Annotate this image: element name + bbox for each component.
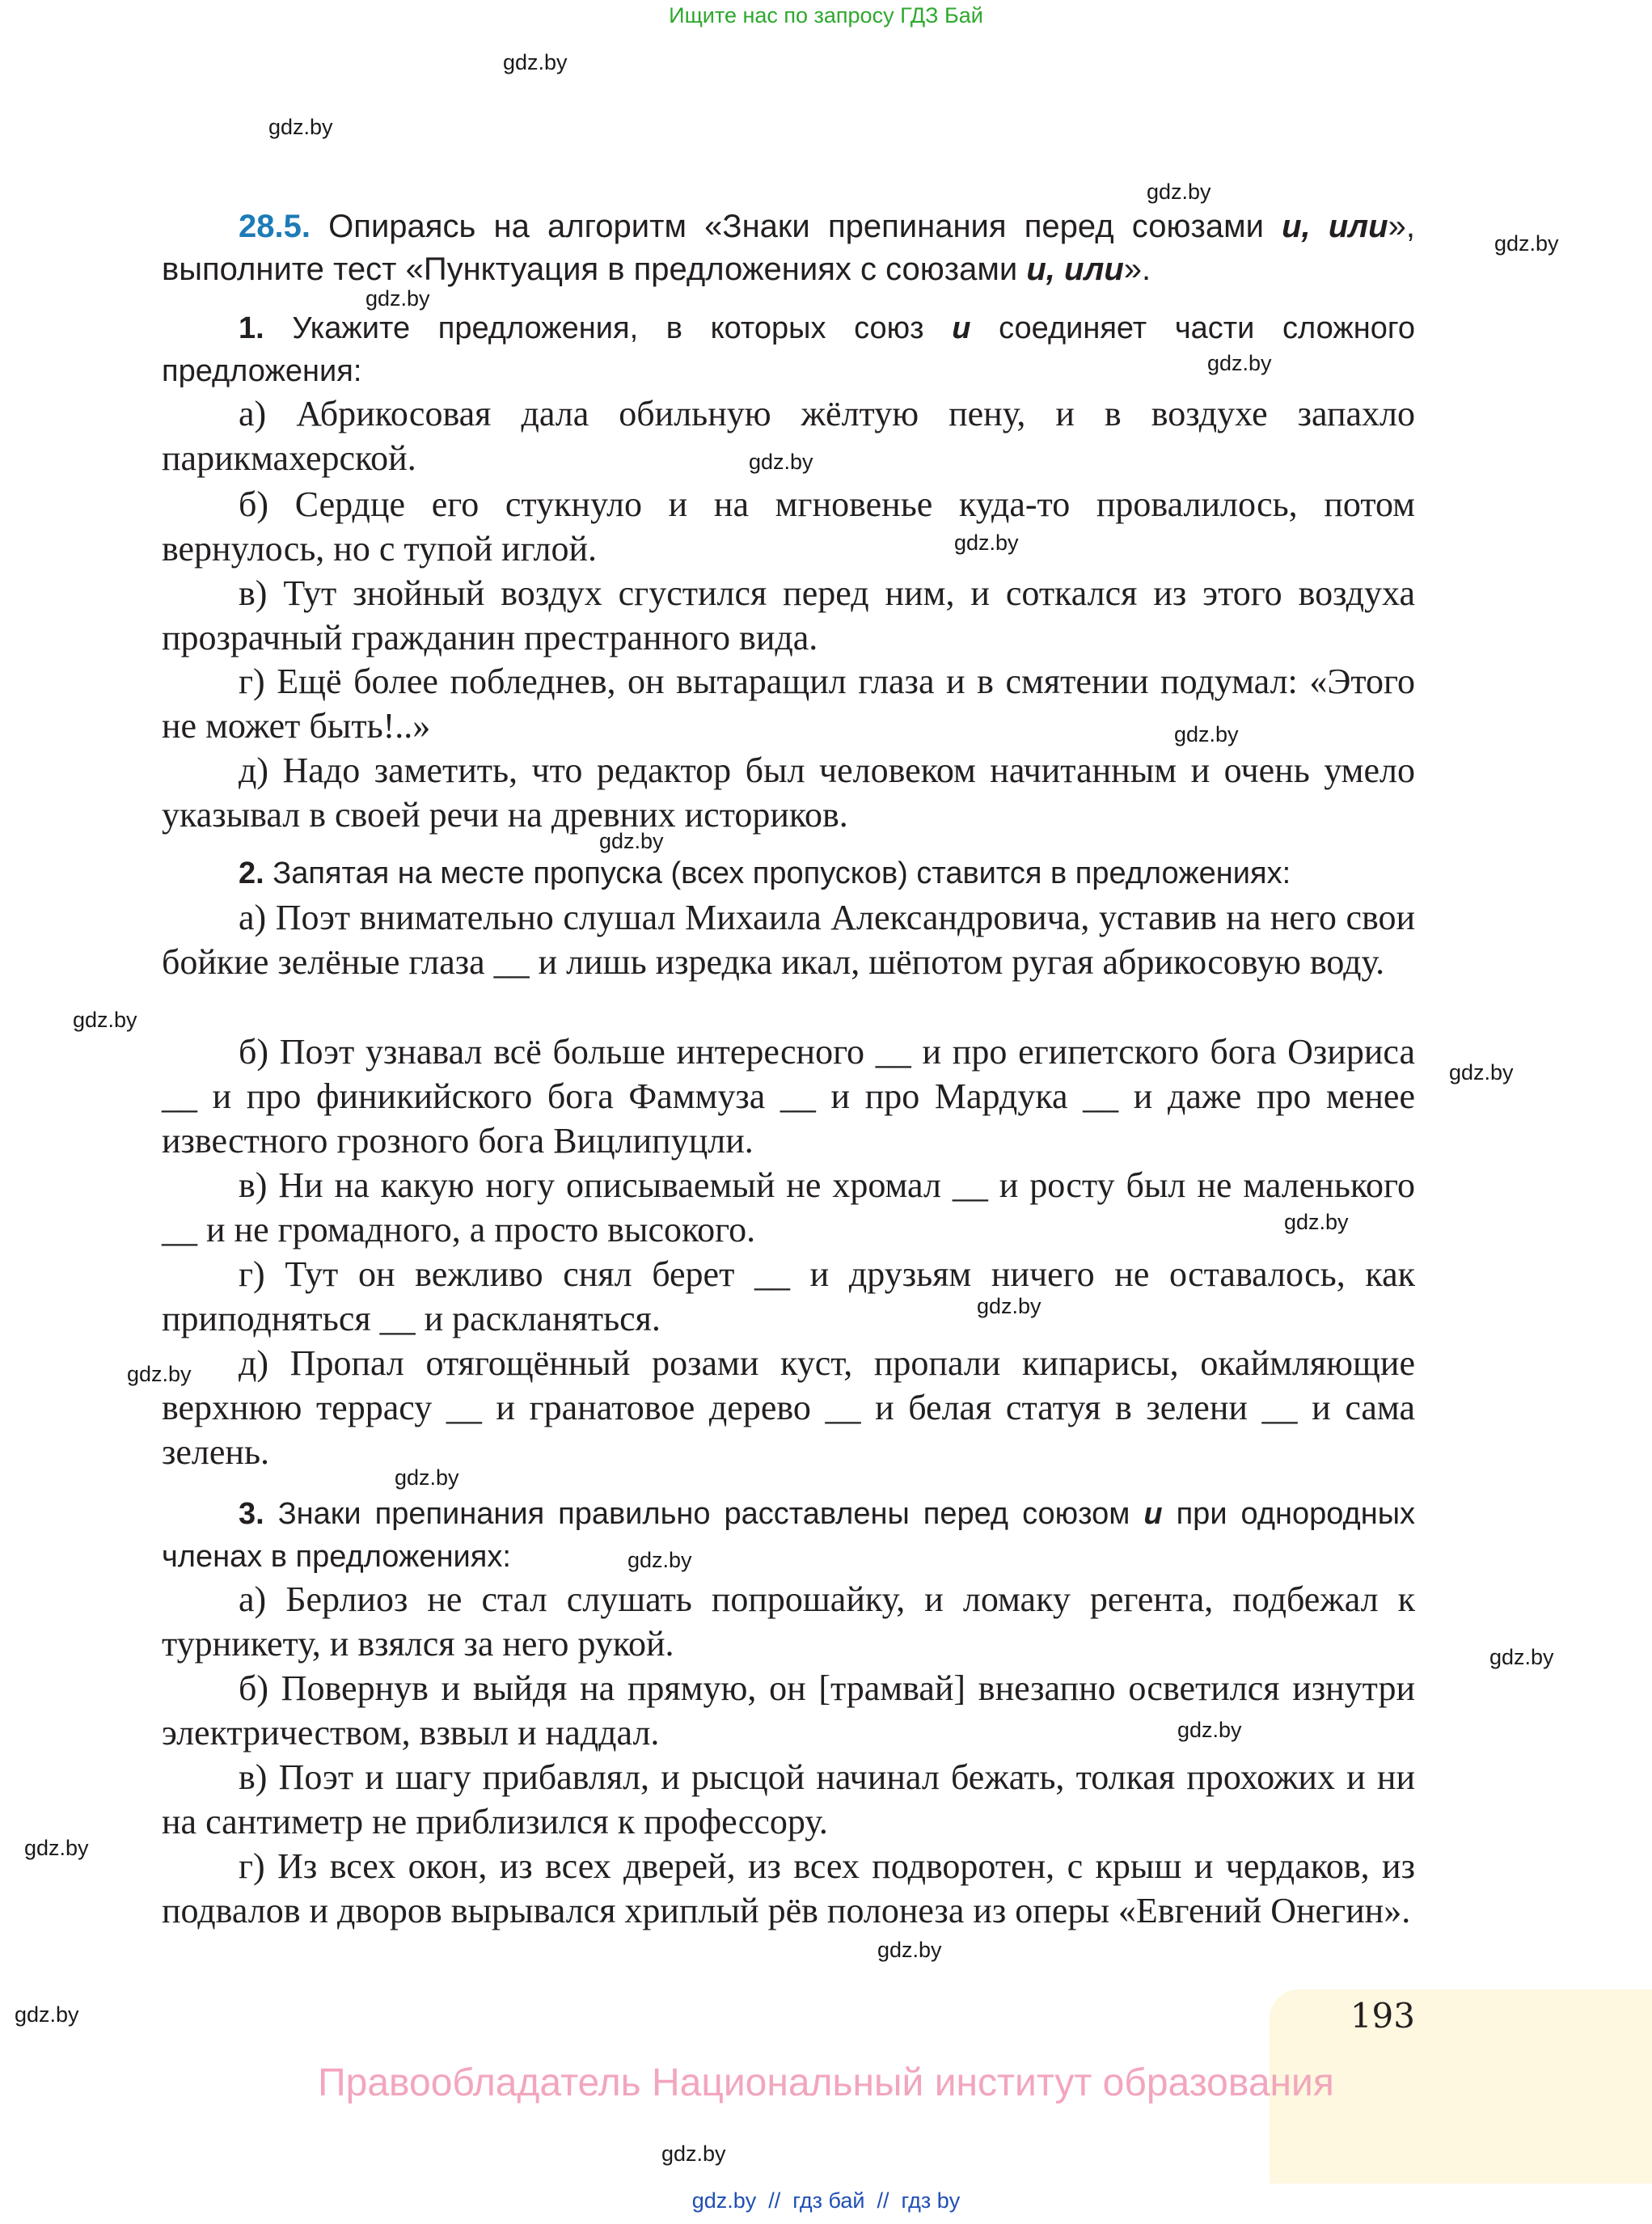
option-1d: г) Ещё более побледнев, он вытаращил глаза и в смятении подумал: «Этого не может быть!..» bbox=[162, 662, 1415, 746]
exercise-intro bbox=[162, 205, 1415, 291]
watermark: gdz.by bbox=[627, 1548, 692, 1572]
option-2a: а) Поэт внимательно слушал Михаила Александровича, уставив на него свои бойкие зелёные глаза __ и лишь изредка икал, шёпотом ругая абрикосовую воду. bbox=[162, 898, 1415, 982]
conjunctions: и, или bbox=[1026, 252, 1124, 287]
watermark: gdz.by bbox=[1489, 1645, 1554, 1669]
watermark: gdz.by bbox=[1207, 351, 1272, 375]
question-text: соединяет части сложного предложения: bbox=[162, 311, 1416, 388]
watermark: gdz.by bbox=[599, 829, 664, 853]
watermark: gdz.by bbox=[877, 1938, 942, 1962]
option-1b: б) Сердце его стукнуло и на мгновенье куда-то провалилось, потом вернулось, но с тупой иглой. bbox=[162, 484, 1415, 569]
exercise-number: 28.5. bbox=[239, 209, 311, 244]
conjunctions: и, или bbox=[1282, 209, 1388, 244]
watermark: gdz.by bbox=[1147, 180, 1211, 204]
option-2c: в) Ни на какую ногу описываемый не хромал __ и росту был не маленького __ и не громадного, а просто высокого. bbox=[162, 1165, 1415, 1249]
question-text: при однородных членах в предложениях: bbox=[162, 1497, 1416, 1574]
watermark: gdz.by bbox=[977, 1294, 1041, 1318]
watermark: gdz.by bbox=[15, 2002, 79, 2027]
watermark: gdz.by bbox=[1174, 722, 1239, 746]
option-1a: а) Абрикосовая дала обильную жёлтую пену, и в воздухе запахло парикмахерской. bbox=[162, 394, 1415, 478]
watermark: gdz.by bbox=[73, 1008, 137, 1032]
watermark: gdz.by bbox=[1284, 1210, 1349, 1234]
option-3c: в) Поэт и шагу прибавлял, и рысцой начинал бежать, толкая прохожих и ни на сантиметр не приблизился к профессору. bbox=[162, 1757, 1415, 1841]
watermark: gdz.by bbox=[24, 1836, 89, 1860]
watermark: gdz.by bbox=[1494, 231, 1559, 256]
question-text: Укажите предложения, в которых союз bbox=[292, 311, 924, 345]
watermark: gdz.by bbox=[1177, 1718, 1242, 1742]
top-banner[interactable]: Ищите нас по запросу ГДЗ Бай bbox=[669, 3, 983, 27]
question-3 bbox=[162, 1493, 1415, 1579]
watermark: gdz.by bbox=[127, 1362, 192, 1386]
question-1 bbox=[162, 307, 1415, 393]
watermark: gdz.by bbox=[661, 2142, 726, 2166]
option-3a: а) Берлиоз не стал слушать попрошайку, и ломаку регента, подбежал к турникету, и взялся за него рукой. bbox=[162, 1579, 1415, 1664]
question-2 bbox=[162, 852, 1415, 895]
watermark: gdz.by bbox=[268, 115, 333, 139]
watermark: gdz.by bbox=[365, 286, 430, 311]
conjunction: и bbox=[1143, 1497, 1163, 1531]
bottom-links[interactable]: gdz.by // гдз бай // гдз by bbox=[691, 2188, 961, 2213]
option-3d: г) Из всех окон, из всех дверей, из всех подворотен, с крыш и чердаков, из подвалов и дворов вырывался хриплый рёв полонеза из оперы «Евгений Онегин». bbox=[162, 1846, 1415, 1930]
option-2d: г) Тут он вежливо снял берет __ и друзьям ничего не оставалось, как приподняться __ и раскланяться. bbox=[162, 1254, 1415, 1338]
conjunction: и bbox=[952, 311, 971, 345]
exercise-text: Опираясь на алгоритм «Знаки препинания перед союзами bbox=[328, 209, 1282, 244]
option-1e: д) Надо заметить, что редактор был человеком начитанным и очень умело указывал в своей речи на древних историков. bbox=[162, 750, 1415, 835]
exercise-text: ». bbox=[1123, 252, 1151, 287]
watermark: gdz.by bbox=[954, 531, 1019, 555]
question-number: 1. bbox=[239, 311, 264, 345]
question-text: Запятая на месте пропуска (всех пропусков) ставится в предложениях: bbox=[273, 856, 1291, 890]
question-number: 2. bbox=[239, 856, 264, 890]
watermark: gdz.by bbox=[749, 450, 813, 474]
page-number: 193 bbox=[1350, 1996, 1415, 2036]
option-3b: б) Повернув и выйдя на прямую, он [трамвай] внезапно осветился изнутри электричеством, взвыл и наддал. bbox=[162, 1668, 1415, 1753]
watermark: gdz.by bbox=[503, 50, 568, 74]
option-2b: б) Поэт узнавал всё больше интересного __ и про египетского бога Озириса __ и про финикийского бога Фаммуза __ и про Мардука __ и даже про менее известного грозного бога Вицлипуцли. bbox=[162, 1032, 1415, 1161]
option-1c: в) Тут знойный воздух сгустился перед ним, и соткался из этого воздуха прозрачный гражданин престранного вида. bbox=[162, 573, 1415, 657]
copyright-notice: Правообладатель Национальный институт образования bbox=[318, 2061, 1334, 2104]
question-text: Знаки препинания правильно расставлены перед союзом bbox=[277, 1497, 1130, 1531]
watermark: gdz.by bbox=[395, 1465, 459, 1490]
question-number: 3. bbox=[239, 1497, 264, 1531]
watermark: gdz.by bbox=[1449, 1060, 1514, 1085]
option-2e: д) Пропал отягощённый розами куст, пропали кипарисы, окаймляющие верхнюю террасу __ и гранатовое дерево __ и белая статуя в зелени __ и сама зелень. bbox=[162, 1343, 1415, 1472]
exercise-text: », выполните тест «Пунктуация в предложениях с союзами bbox=[162, 209, 1415, 287]
